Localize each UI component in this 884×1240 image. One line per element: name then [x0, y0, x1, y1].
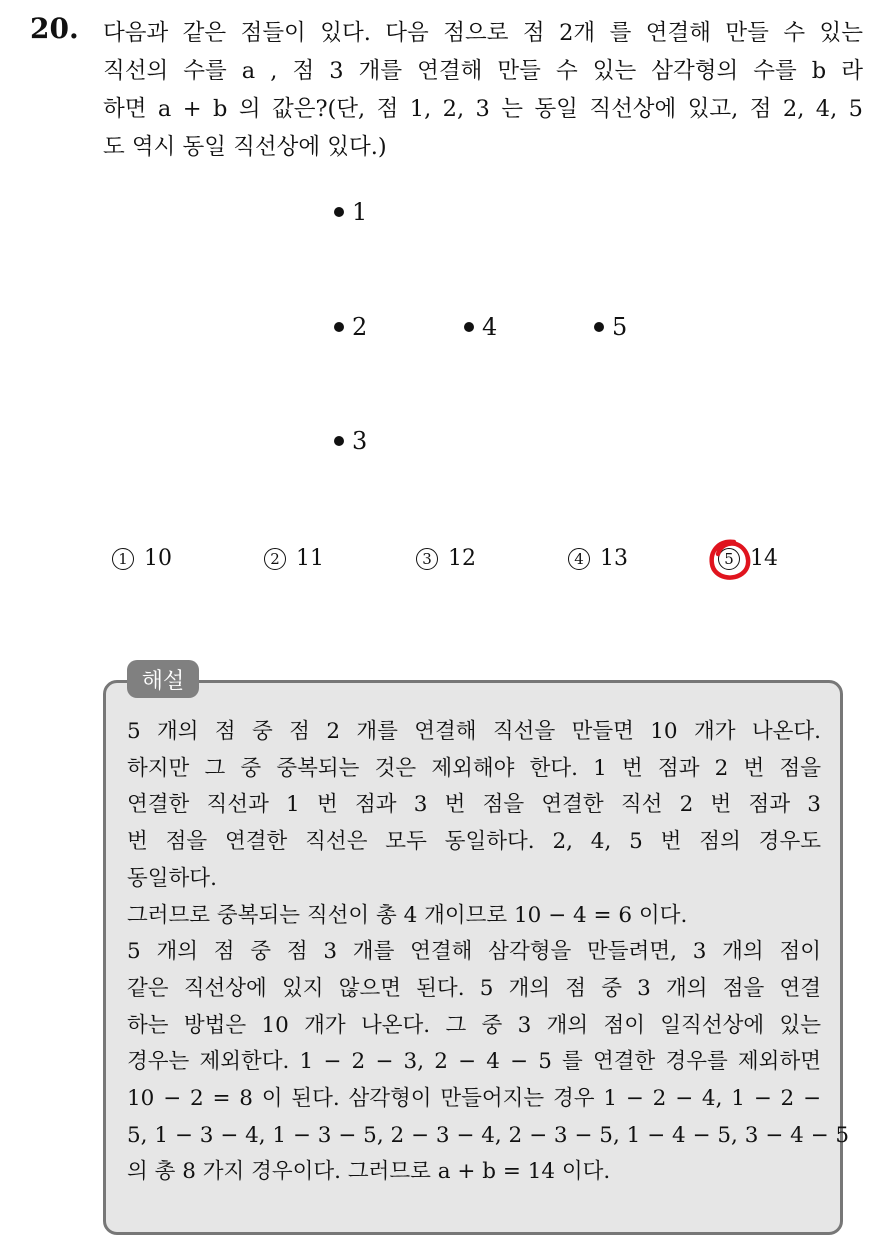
dot-icon [594, 322, 604, 332]
question-line: 하면 a + b 의 값은?(단, 점 1, 2, 3 는 동일 직선상에 있고, 점 2, 4, 5 [103, 96, 863, 122]
question-line: 도 역시 동일 직선상에 있다.) [103, 134, 387, 160]
solution-line: 하는 방법은 10 개가 나온다. 그 중 3 개의 점이 일직선상에 있는 [127, 1012, 821, 1038]
solution-line: 10 − 2 = 8 이 된다. 삼각형이 만들어지는 경우 1 − 2 − 4, 1 − 2 − [127, 1086, 821, 1112]
solution-line: 경우는 제외한다. 1 − 2 − 3, 2 − 4 − 5 를 연결한 경우를 제외하면 [127, 1049, 821, 1075]
point-label: 2 [352, 313, 368, 341]
solution-tag: 해설 [127, 660, 199, 698]
solution-line: 5 개의 점 중 점 2 개를 연결해 직선을 만들면 10 개가 나온다. [127, 719, 821, 744]
answer-mark-icon [704, 534, 756, 586]
choice-value: 14 [750, 546, 778, 571]
choice-4[interactable] [568, 546, 628, 571]
dot-icon [334, 436, 344, 446]
circled-number-icon: 4 [568, 548, 590, 570]
question-text [103, 14, 863, 166]
solution-text [127, 714, 850, 1191]
solution-line: 5 개의 점 중 점 3 개를 연결해 삼각형을 만들려면, 3 개의 점이 [127, 939, 821, 965]
circled-number-icon: 2 [264, 548, 286, 570]
point-label: 5 [612, 313, 628, 341]
dot-icon [334, 322, 344, 332]
question-number: 20. [30, 12, 79, 45]
solution-line: 번 점을 연결한 직선은 모두 동일하다. 2, 4, 5 번 점의 경우도 [127, 829, 821, 855]
choice-1[interactable] [112, 546, 172, 571]
solution-line: 하지만 그 중 중복되는 것은 제외해야 한다. 1 번 점과 2 번 점을 [127, 755, 821, 781]
point-4 [464, 313, 497, 341]
question-line: 직선의 수를 a , 점 3 개를 연결해 만들 수 있는 삼각형의 수를 b 라 [103, 58, 863, 84]
point-1 [334, 198, 367, 226]
question-line: 다음과 같은 점들이 있다. 다음 점으로 점 2개 를 연결해 만들 수 있는 [103, 20, 863, 46]
solution-line: 의 총 8 가지 경우이다. 그러므로 a + b = 14 이다. [127, 1159, 611, 1185]
point-2 [334, 313, 367, 341]
point-label: 4 [482, 313, 498, 341]
choice-3[interactable] [416, 546, 476, 571]
choice-value: 10 [144, 546, 172, 571]
solution-line: 그러므로 중복되는 직선이 총 4 개이므로 10 − 4 = 6 이다. [127, 902, 688, 928]
circled-number-icon: 3 [416, 548, 438, 570]
dot-icon [334, 207, 344, 217]
choice-value: 13 [600, 546, 628, 571]
choice-value: 12 [448, 546, 476, 571]
solution-line: 동일하다. [127, 865, 217, 891]
circled-number-icon: 5 [718, 548, 740, 570]
choice-2[interactable] [264, 546, 324, 571]
solution-line: 연결한 직선과 1 번 점과 3 번 점을 연결한 직선 2 번 점과 3 [127, 792, 821, 818]
point-3 [334, 427, 367, 455]
point-label: 1 [352, 198, 368, 226]
solution-line: 5, 1 − 3 − 4, 1 − 3 − 5, 2 − 3 − 4, 2 − 3 − 5, 1 − 4 − 5, 3 − 4 − 5 [127, 1122, 850, 1148]
point-5 [594, 313, 627, 341]
dot-icon [464, 322, 474, 332]
point-label: 3 [352, 427, 368, 455]
choice-value: 11 [296, 546, 324, 571]
solution-line: 같은 직선상에 있지 않으면 된다. 5 개의 점 중 3 개의 점을 연결 [127, 975, 821, 1001]
circled-number-icon: 1 [112, 548, 134, 570]
